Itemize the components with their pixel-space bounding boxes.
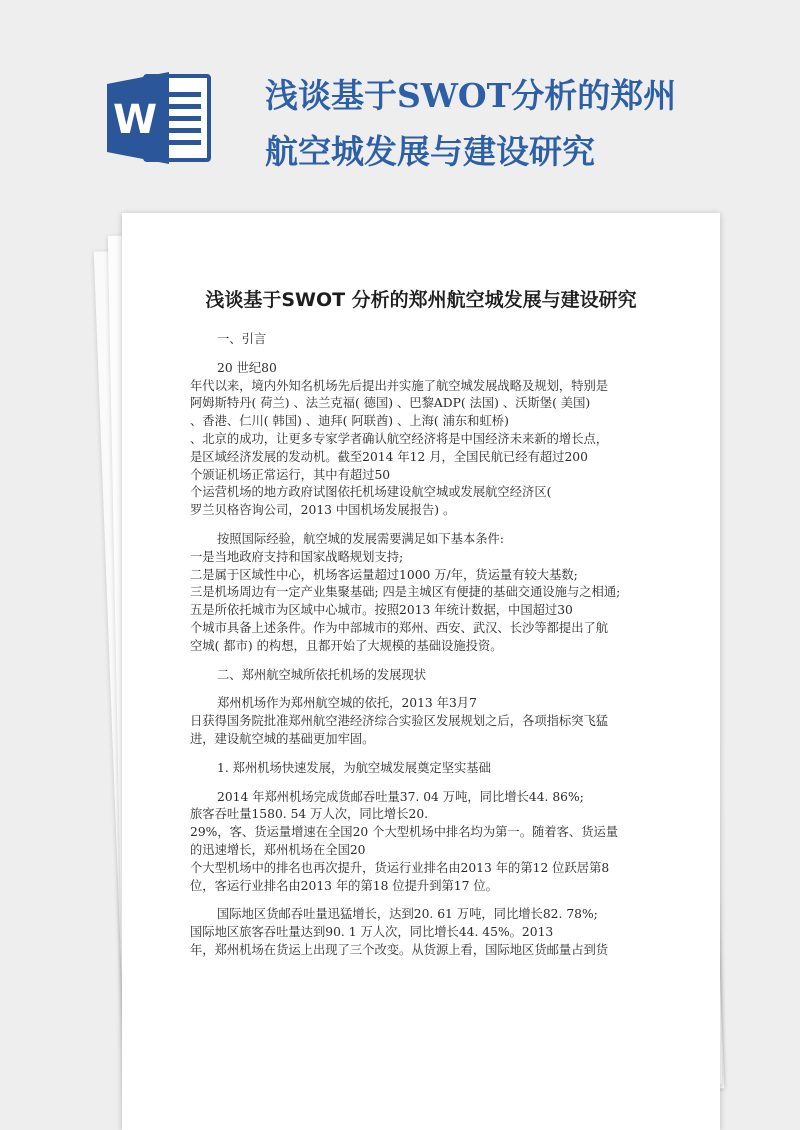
text-line: 国际地区旅客吞吐量达到90. 1 万人次，同比增长44. 45%。2013	[190, 925, 554, 940]
text-line: 个运营机场的地方政府试图依托机场建设航空城或发展航空经济区(	[190, 485, 552, 500]
text-line: 位，客运行业排名由2013 年的第18 位提升到第17 位。	[190, 878, 498, 893]
header-title-line2: 航空城发展与建设研究	[265, 132, 595, 171]
text-line: 2014 年郑州机场完成货邮吞吐量37. 04 万吨，同比增长44. 86%;	[217, 789, 584, 804]
text-line: 29%，客、货运量增速在全国20 个大型机场中排名均为第一。随着客、货运量	[190, 825, 619, 840]
text-line: 的迅速增长，郑州机场在全国20	[190, 842, 366, 857]
text-line: 年，郑州机场在货运上出现了三个改变。从货源上看，国际地区货邮量占到货	[190, 942, 609, 957]
paragraph	[190, 760, 710, 778]
paragraph	[190, 695, 710, 748]
text-line: 1. 郑州机场快速发展，为航空城发展奠定坚实基础	[217, 760, 491, 775]
paragraph	[190, 789, 710, 896]
text-line: 阿姆斯特丹( 荷兰) 、法兰克福( 德国) 、巴黎ADP( 法国) 、沃斯堡( 美国)	[190, 396, 591, 411]
text-line: 五是所依托城市为区域中心城市。按照2013 年统计数据，中国超过30	[190, 603, 573, 618]
text-line: 旅客吞吐量1580. 54 万人次，同比增长20.	[190, 807, 429, 822]
text-line: 是区域经济发展的发动机。截至2014 年12 月，全国民航已经有超过200	[190, 449, 588, 464]
paragraph	[190, 667, 710, 685]
paragraph	[190, 531, 710, 656]
text-line: 日获得国务院批准郑州航空港经济综合实验区发展规划之后，各项指标突飞猛	[190, 714, 609, 729]
text-line: 二是属于区域性中心，机场客运量超过1000 万/年，货运量有较大基数;	[190, 567, 578, 582]
text-line: 、香港、仁川( 韩国) 、迪拜( 阿联酋) 、上海( 浦东和虹桥)	[190, 414, 509, 429]
text-line: 个城市具备上述条件。作为中部城市的郑州、西安、武汉、长沙等都提出了航	[190, 620, 609, 635]
text-line: 一、引言	[217, 332, 267, 346]
text-line: 郑州机场作为郑州航空城的依托，2013 年3月7	[217, 696, 477, 711]
document-page	[122, 213, 720, 1130]
text-line: 罗兰贝格咨询公司，2013 中国机场发展报告) 。	[190, 503, 456, 518]
text-line: 国际地区货邮吞吐量迅猛增长，达到20. 61 万吨，同比增长82. 78%;	[217, 907, 598, 922]
text-line: 个颁证机场正常运行，其中有超过50	[190, 467, 391, 482]
paragraph	[190, 906, 710, 959]
text-line: 、北京的成功，让更多专家学者确认航空经济将是中国经济未来新的增长点，	[190, 431, 609, 446]
document-title: 浅谈基于SWOT 分析的郑州航空城发展与建设研究	[205, 289, 637, 311]
text-line: 空城( 都市) 的构想，且都开始了大规模的基础设施投资。	[190, 638, 503, 653]
text-line: 20 世纪80	[217, 360, 277, 375]
header-title-line1: 浅谈基于SWOT分析的郑州	[265, 76, 677, 115]
paragraph	[190, 360, 710, 520]
document-body	[190, 331, 710, 971]
text-line: 三是机场周边有一定产业集聚基础; 四是主城区有便捷的基础交通设施与之相通;	[190, 585, 621, 600]
header-title	[265, 68, 685, 180]
word-icon-letter: W	[112, 97, 158, 143]
text-line: 个大型机场中的排名也再次提升，货运行业排名由2013 年的第12 位跃居第8	[190, 860, 610, 875]
text-line: 进，建设航空城的基础更加牢固。	[190, 731, 375, 746]
text-line: 按照国际经验，航空城的发展需要满足如下基本条件:	[217, 531, 504, 546]
text-line: 一是当地政府支持和国家战略规划支持;	[190, 549, 404, 564]
text-line: 二、郑州航空城所依托机场的发展现状	[217, 667, 427, 682]
word-document-icon	[107, 72, 212, 164]
paragraph	[190, 331, 710, 349]
text-line: 年代以来，境内外知名机场先后提出并实施了航空城发展战略及规划，特别是	[190, 378, 609, 393]
